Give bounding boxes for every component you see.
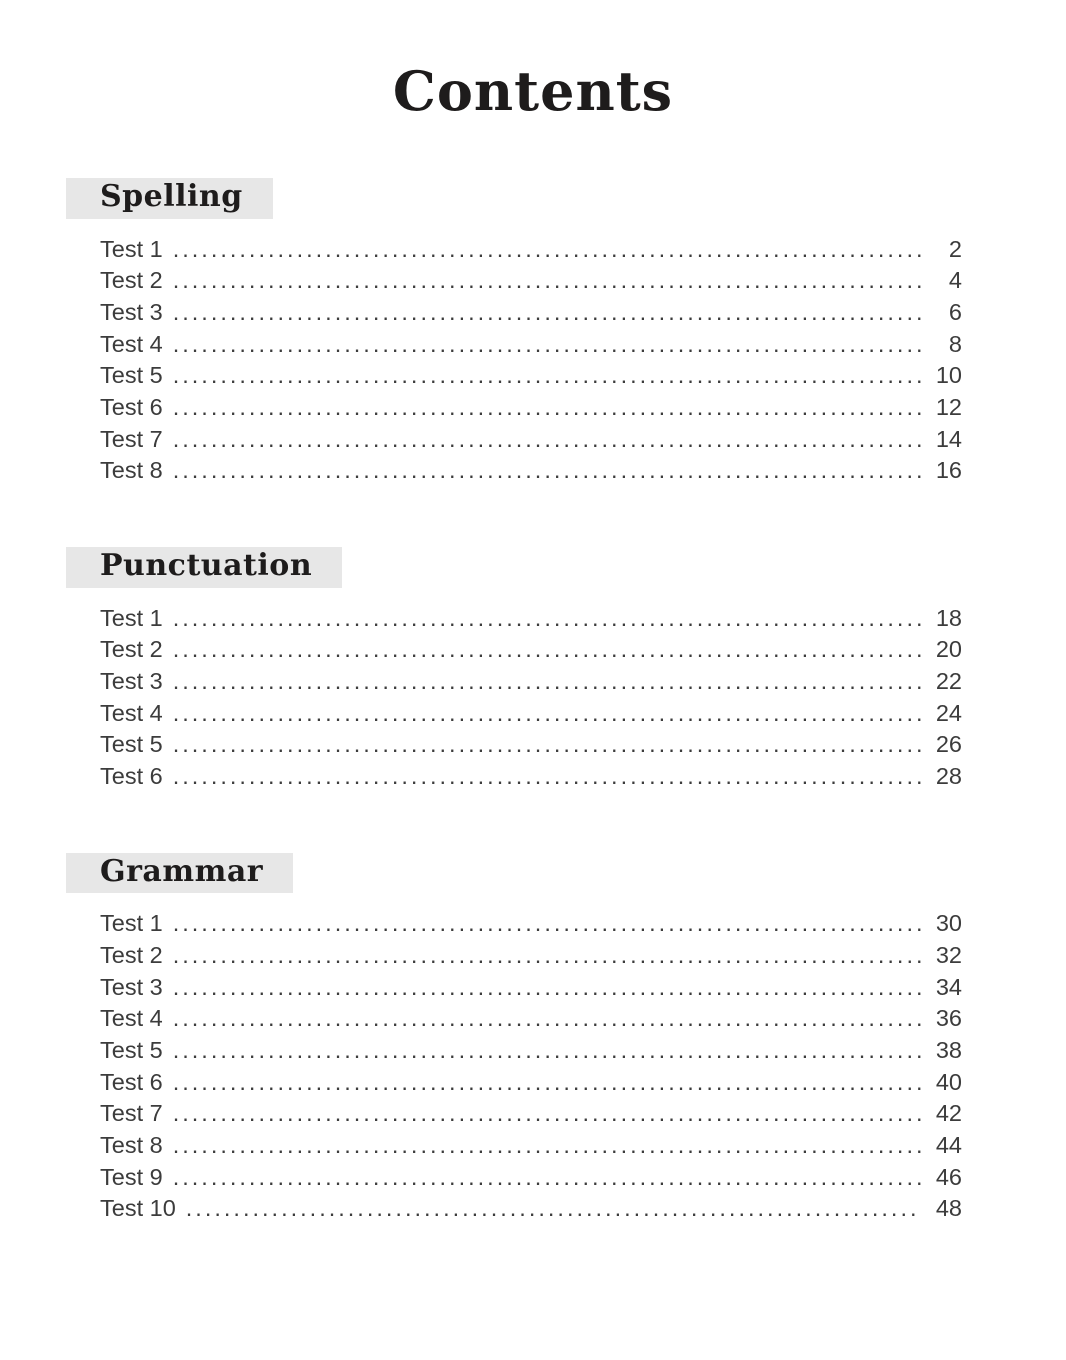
leader-dots	[173, 297, 921, 329]
toc-entry-label: Test 8	[100, 1131, 163, 1158]
toc-entry-page: 30	[935, 910, 962, 937]
toc-entry-row	[100, 908, 962, 940]
leader-dots	[173, 1162, 921, 1194]
toc-entry-row	[100, 634, 962, 666]
toc-entry-label: Test 7	[100, 425, 163, 452]
toc-entry-label: Test 10	[100, 1195, 176, 1222]
toc-entry-row	[100, 360, 962, 392]
toc-entry-row	[100, 666, 962, 698]
leader-dots	[173, 329, 921, 361]
toc-entry-row	[100, 603, 962, 635]
toc-entry-row	[100, 761, 962, 793]
section-header-label: Punctuation	[100, 548, 313, 583]
leader-dots	[173, 603, 921, 635]
leader-dots	[173, 455, 921, 487]
toc-entry-label: Test 2	[100, 636, 163, 663]
toc-entry-row	[100, 329, 962, 361]
toc-entry-label: Test 1	[100, 604, 163, 631]
toc-entry-page: 44	[935, 1131, 962, 1158]
sections	[0, 178, 1066, 1225]
toc-entry-page: 40	[935, 1068, 962, 1095]
toc-entry-page: 26	[935, 731, 962, 758]
section-header	[66, 547, 342, 588]
leader-dots	[173, 1098, 921, 1130]
toc-entry-page: 12	[935, 393, 962, 420]
leader-dots	[173, 234, 921, 266]
toc-entry-page: 46	[935, 1163, 962, 1190]
toc-entry-label: Test 4	[100, 1005, 163, 1032]
leader-dots	[173, 1035, 921, 1067]
toc-entry-page: 16	[935, 457, 962, 484]
leader-dots	[173, 424, 921, 456]
toc-entry-page: 2	[948, 235, 962, 262]
toc-entry-label: Test 4	[100, 330, 163, 357]
leader-dots	[173, 940, 921, 972]
toc-entry-page: 6	[948, 298, 962, 325]
toc-entry-row	[100, 455, 962, 487]
toc-entry-row	[100, 940, 962, 972]
toc-entry-label: Test 5	[100, 731, 163, 758]
toc-entry-page: 32	[935, 941, 962, 968]
leader-dots	[173, 360, 921, 392]
leader-dots	[173, 761, 921, 793]
toc-entry-label: Test 1	[100, 910, 163, 937]
toc-entry-page: 22	[935, 667, 962, 694]
leader-dots	[173, 729, 921, 761]
toc-section	[0, 178, 1066, 487]
toc-entry-row	[100, 1035, 962, 1067]
leader-dots	[173, 1067, 921, 1099]
toc-entry-row	[100, 392, 962, 424]
toc-entry-row	[100, 698, 962, 730]
leader-dots	[173, 972, 921, 1004]
toc-entry-label: Test 9	[100, 1163, 163, 1190]
toc-entry-label: Test 3	[100, 973, 163, 1000]
toc-entry-label: Test 7	[100, 1100, 163, 1127]
toc-entry-row	[100, 1130, 962, 1162]
leader-dots	[173, 908, 921, 940]
toc-entry-page: 28	[935, 762, 962, 789]
toc-entry-page: 38	[935, 1036, 962, 1063]
section-entries	[100, 234, 962, 488]
toc-entry-label: Test 3	[100, 298, 163, 325]
section-header-label: Spelling	[100, 179, 243, 214]
toc-entry-page: 24	[935, 699, 962, 726]
toc-entry-label: Test 4	[100, 699, 163, 726]
toc-entry-label: Test 8	[100, 457, 163, 484]
toc-section	[0, 853, 1066, 1225]
toc-entry-label: Test 6	[100, 393, 163, 420]
toc-entry-page: 8	[948, 330, 962, 357]
section-entries	[100, 603, 962, 793]
leader-dots	[186, 1193, 921, 1225]
toc-entry-label: Test 3	[100, 667, 163, 694]
toc-entry-row	[100, 729, 962, 761]
toc-entry-row	[100, 424, 962, 456]
toc-entry-row	[100, 972, 962, 1004]
toc-entry-page: 42	[935, 1100, 962, 1127]
toc-entry-page: 14	[935, 425, 962, 452]
section-header	[66, 178, 273, 219]
toc-entry-page: 10	[935, 362, 962, 389]
toc-entry-row	[100, 1193, 962, 1225]
toc-entry-label: Test 5	[100, 1036, 163, 1063]
toc-entry-row	[100, 1098, 962, 1130]
toc-entry-page: 48	[935, 1195, 962, 1222]
toc-entry-label: Test 6	[100, 1068, 163, 1095]
toc-entry-page: 4	[948, 267, 962, 294]
section-header	[66, 853, 293, 894]
toc-entry-row	[100, 1067, 962, 1099]
toc-entry-row	[100, 1003, 962, 1035]
toc-entry-page: 20	[935, 636, 962, 663]
section-header-label: Grammar	[100, 853, 264, 889]
toc-entry-row	[100, 265, 962, 297]
toc-entry-row	[100, 234, 962, 266]
toc-entry-label: Test 2	[100, 267, 163, 294]
toc-entry-label: Test 2	[100, 941, 163, 968]
toc-entry-label: Test 5	[100, 362, 163, 389]
leader-dots	[173, 698, 921, 730]
toc-entry-page: 36	[935, 1005, 962, 1032]
leader-dots	[173, 1003, 921, 1035]
leader-dots	[173, 392, 921, 424]
toc-entry-page: 18	[935, 604, 962, 631]
leader-dots	[173, 634, 921, 666]
leader-dots	[173, 1130, 921, 1162]
toc-section	[0, 547, 1066, 793]
toc-entry-row	[100, 297, 962, 329]
page-title: Contents	[392, 59, 674, 123]
leader-dots	[173, 265, 921, 297]
section-entries	[100, 908, 962, 1225]
leader-dots	[173, 666, 921, 698]
toc-entry-label: Test 1	[100, 235, 163, 262]
toc-entry-label: Test 6	[100, 762, 163, 789]
toc-entry-page: 34	[935, 973, 962, 1000]
toc-entry-row	[100, 1162, 962, 1194]
